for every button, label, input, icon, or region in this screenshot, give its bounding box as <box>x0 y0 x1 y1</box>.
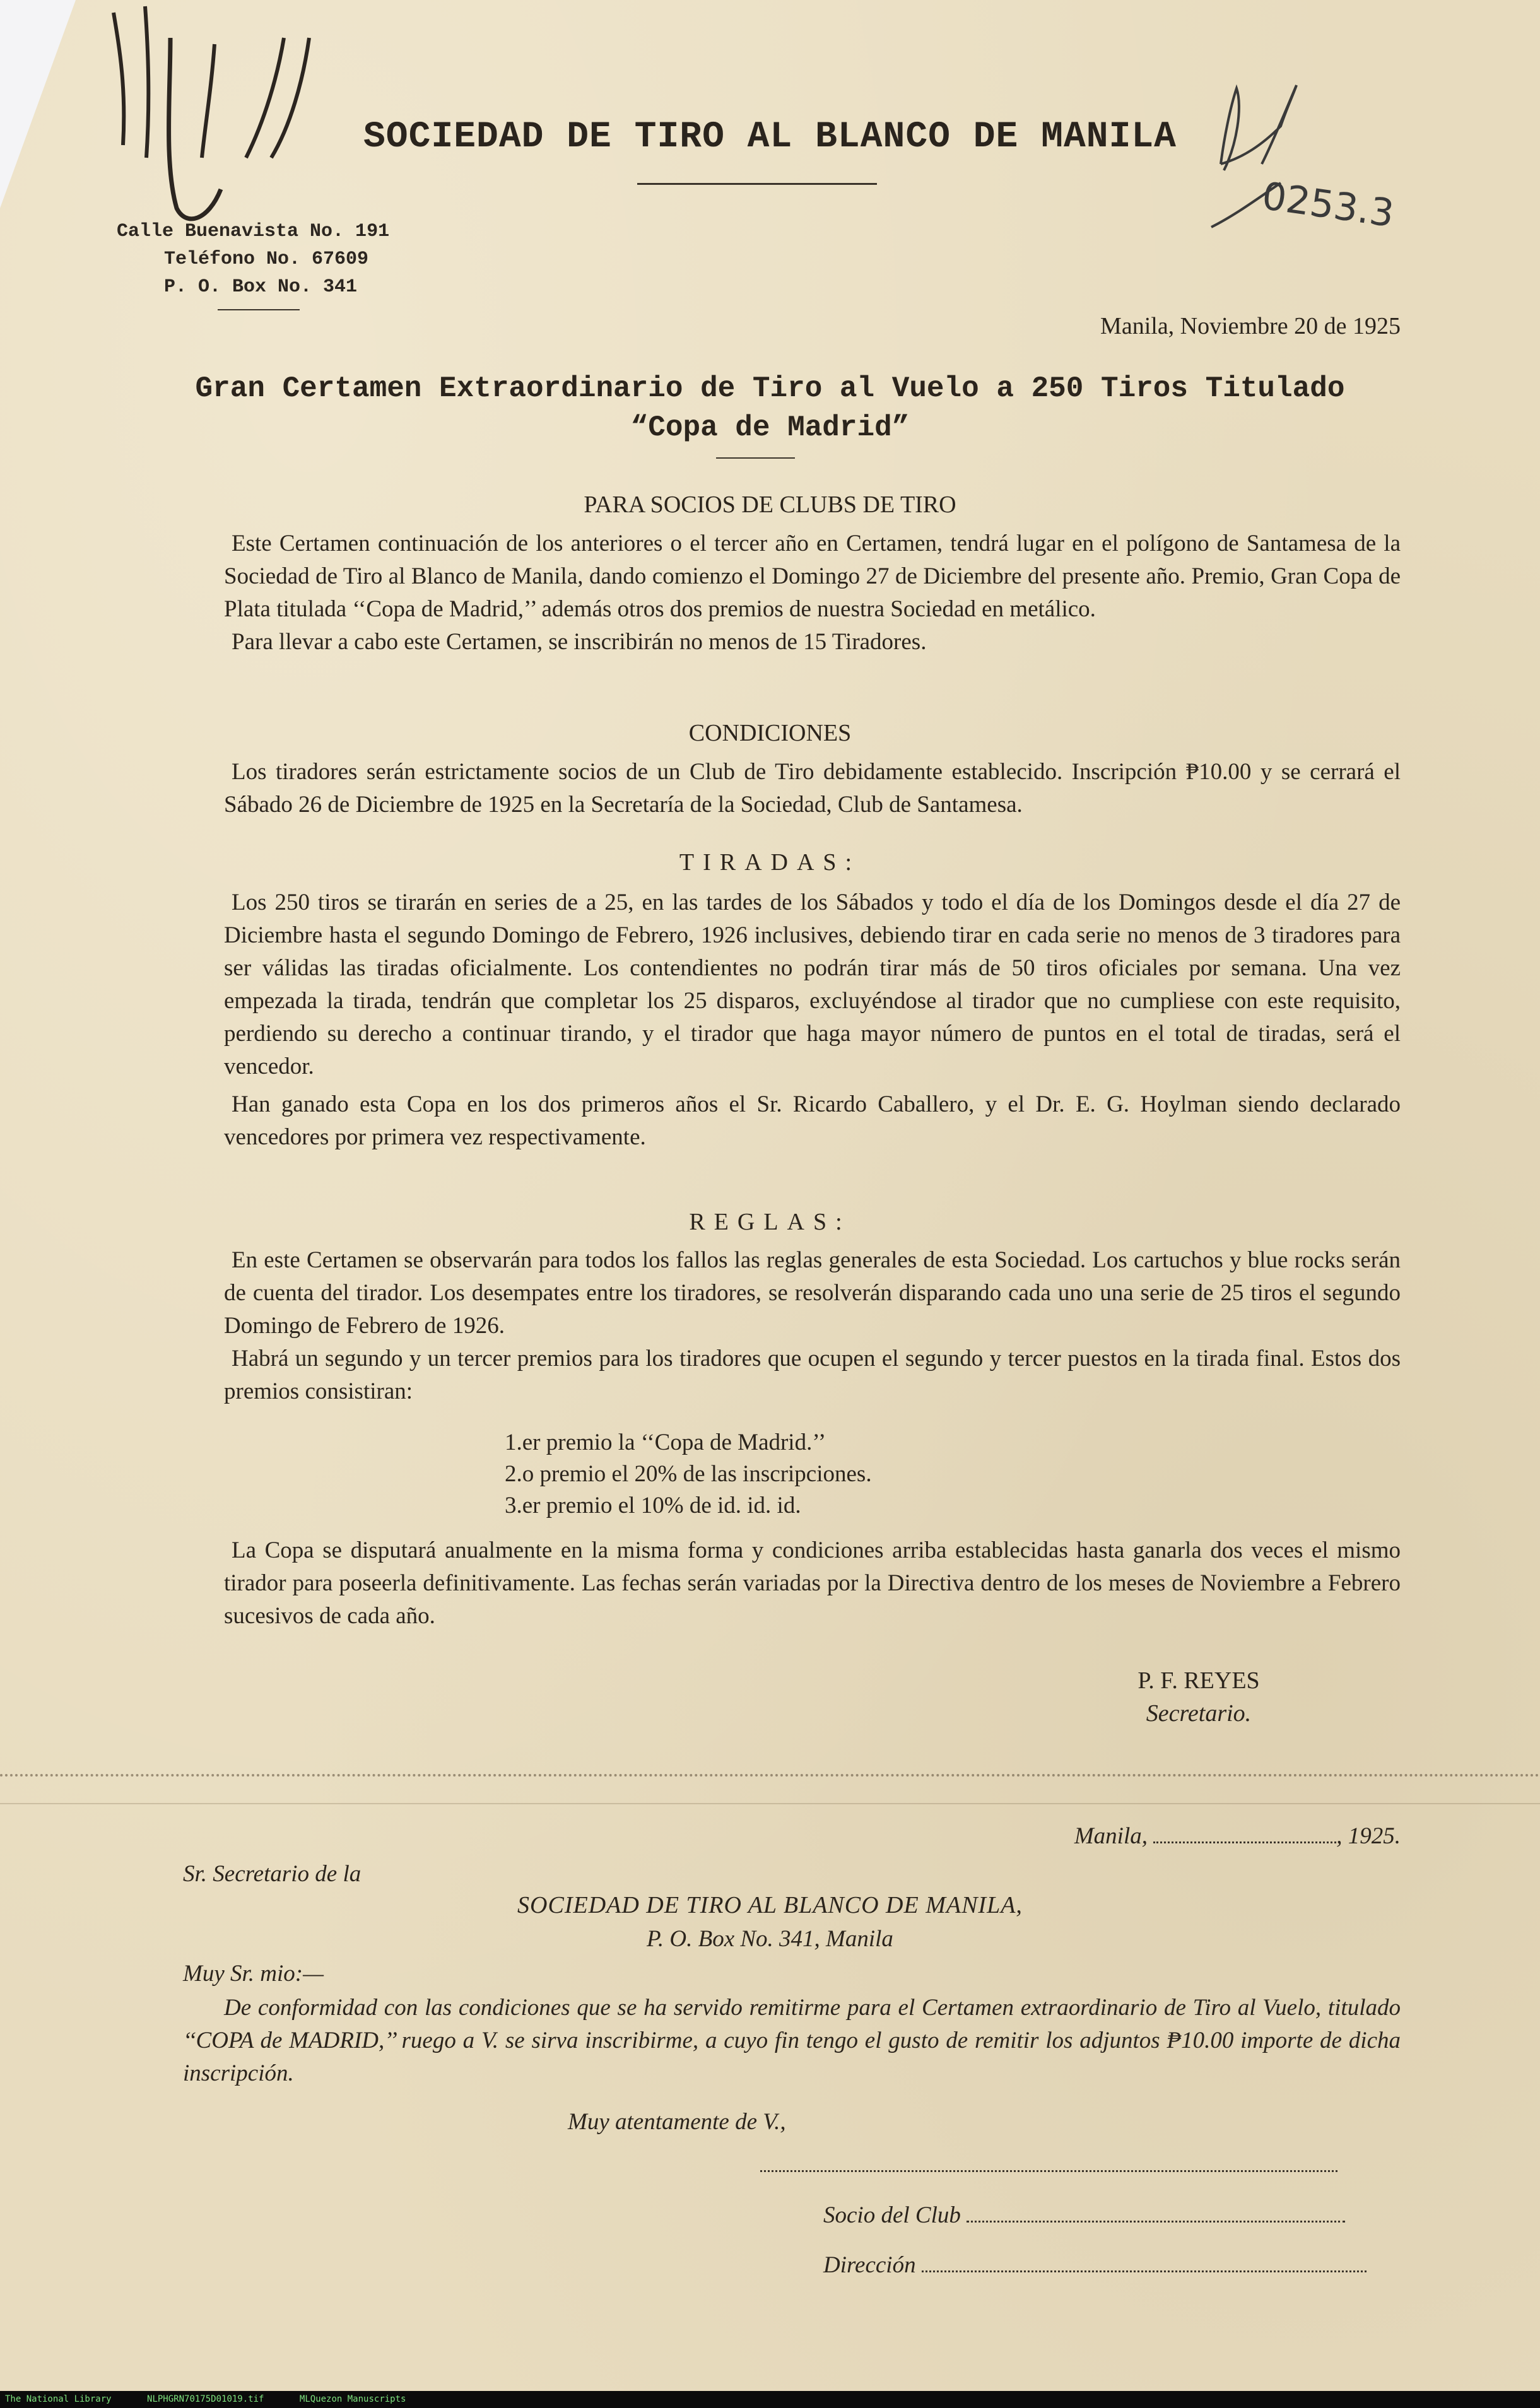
form-address-field[interactable] <box>823 2249 1367 2282</box>
form-salutation: Muy Sr. mio:— <box>183 1961 324 1987</box>
form-date-blank[interactable] <box>1153 1841 1336 1843</box>
footer-file: NLPHGRN70175D01019.tif <box>147 2394 264 2404</box>
form-date-prefix: Manila, <box>1074 1823 1148 1849</box>
form-address-label: Dirección <box>823 2252 916 2278</box>
signature-name: P. F. REYES <box>1137 1667 1260 1694</box>
heading-tiradas: TIRADAS: <box>679 849 861 876</box>
section-tiradas-body <box>224 886 1401 1154</box>
form-body: De conformidad con las condiciones que se ha servido remitirme para el Certamen extraordinario de Tiro al Vuelo, titulado ‘‘COPA de MADRID,’’ ruego a V. se sirva inscribirme, a cuyo fin tengo el gusto de remitir los adjuntos ₱10.00 importe de dicha inscripción. <box>183 1995 1401 2086</box>
heading-socios: PARA SOCIOS DE CLUBS DE TIRO <box>584 491 956 518</box>
title-line-2: “Copa de Madrid” <box>630 411 910 444</box>
address-block <box>117 218 389 301</box>
form-club-field[interactable] <box>823 2199 1345 2232</box>
section-reglas-body <box>224 1244 1401 1408</box>
section-condiciones-body <box>224 756 1401 821</box>
form-addressee-1: Sr. Secretario de la <box>183 1861 361 1887</box>
address-rule <box>218 309 300 310</box>
title-line-1: Gran Certamen Extraordinario de Tiro al Vuelo a 250 Tiros Titulado <box>195 372 1345 405</box>
paragraph: Han ganado esta Copa en los dos primeros años el Sr. Ricardo Caballero, y el Dr. E. G. Hoylman siendo declarado vencedores por primera vez respectivamente. <box>224 1091 1401 1150</box>
paragraph: Los 250 tiros se tirarán en series de a 25, en las tardes de los Sábados y todo el día de los Domingos desde el día 27 de Diciembre hasta el segundo Domingo de Febrero, 1926 inclusives, debiendo tirar en cada serie no menos de 3 tiradores para ser válidas las tiradas oficialmente. Los contendientes no podrán tirar más de 50 tiros oficiales por semana. Una vez empezada la tirada, tendrán que completar los 25 disparos, excluyéndose al tirador que no cumpliese con este requisito, perdiendo su derecho a continuar tirando, y el tirador que haga mayor número de puntos en el total de tiradas, será el vencedor. <box>224 890 1401 1079</box>
prize-item: 1.er premio la ‘‘Copa de Madrid.’’ <box>505 1430 826 1455</box>
form-addressee-3: P. O. Box No. 341, Manila <box>647 1926 893 1952</box>
section-closing <box>224 1534 1401 1633</box>
section-socios-body <box>224 527 1401 659</box>
form-date-line <box>883 1820 1401 1853</box>
date-line: Manila, Noviembre 20 de 1925 <box>1100 313 1401 339</box>
form-signature-blank[interactable] <box>760 2170 1337 2172</box>
title-rule <box>716 457 795 459</box>
form-club-label: Socio del Club <box>823 2202 961 2228</box>
paragraph: La Copa se disputará anualmente en la misma forma y condiciones arriba establecidas hasta ganarla dos veces el mismo tirador para poseerla definitivamente. Las fechas serán variadas por la Directiva dentro de los meses de Noviembre a Febrero sucesivos de cada año. <box>224 1537 1401 1629</box>
form-addressee-2: SOCIEDAD DE TIRO AL BLANCO DE MANILA, <box>517 1892 1023 1918</box>
prize-list <box>505 1427 1073 1522</box>
address-street: Calle Buenavista No. 191 <box>117 221 390 242</box>
paragraph: Los tiradores serán estrictamente socios de un Club de Tiro debidamente establecido. Inscripción ₱10.00 y se cerrará el Sábado 26 de Diciembre de 1925 en la Secretaría de la Sociedad, Club de Santamesa. <box>224 759 1401 818</box>
society-letterhead: SOCIEDAD DE TIRO AL BLANCO DE MANILA <box>363 117 1177 158</box>
form-closing: Muy atentamente de V., <box>568 2109 786 2135</box>
paragraph: En este Certamen se observarán para todos los fallos las reglas generales de esta Sociedad. Los cartuchos y blue rocks serán de cuenta del tirador. Los desempates entre los tiradores, se resolverán disparando cada uno una serie de 25 tiros el segundo Domingo de Febrero de 1926. <box>224 1247 1401 1339</box>
form-club-blank[interactable] <box>967 2221 1345 2223</box>
paragraph: Habrá un segundo y un tercer premios para los tiradores que ocupen el segundo y tercer puestos en la tirada final. Estos dos premios consistiran: <box>224 1346 1401 1404</box>
prize-item: 2.o premio el 20% de las inscripciones. <box>505 1461 872 1487</box>
prize-item: 3.er premio el 10% de id. id. id. <box>505 1493 801 1518</box>
heading-reglas: REGLAS: <box>689 1209 851 1235</box>
form-date-suffix: , 1925. <box>1336 1823 1401 1849</box>
address-pobox: P. O. Box No. 341 <box>164 276 358 298</box>
form-address-blank[interactable] <box>922 2270 1367 2272</box>
fold-line <box>0 1803 1540 1804</box>
footer-library: The National Library <box>5 2394 112 2404</box>
scan-footer <box>0 2391 1540 2408</box>
signature-title: Secretario. <box>1146 1700 1252 1727</box>
heading-condiciones: CONDICIONES <box>688 720 852 746</box>
torn-corner <box>0 0 76 208</box>
footer-collection: MLQuezon Manuscripts <box>299 2394 406 2404</box>
letterhead-rule <box>637 183 877 185</box>
handwritten-ref-number: 0253.3 <box>1259 173 1397 237</box>
signature-block <box>1073 1664 1325 1730</box>
paragraph: Para llevar a cabo este Certamen, se inscribirán no menos de 15 Tiradores. <box>232 629 927 655</box>
address-phone: Teléfono No. 67609 <box>164 249 369 270</box>
tear-line <box>0 1774 1540 1779</box>
document-title <box>0 369 1540 447</box>
paragraph: Este Certamen continuación de los anteriores o el tercer año en Certamen, tendrá lugar en el polígono de Santamesa de la Sociedad de Tiro al Blanco de Manila, dando comienzo el Domingo 27 de Diciembre del presente año. Premio, Gran Copa de Plata titulada ‘‘Copa de Madrid,’’ además otros dos premios de nuestra Sociedad en metálico. <box>224 531 1401 622</box>
